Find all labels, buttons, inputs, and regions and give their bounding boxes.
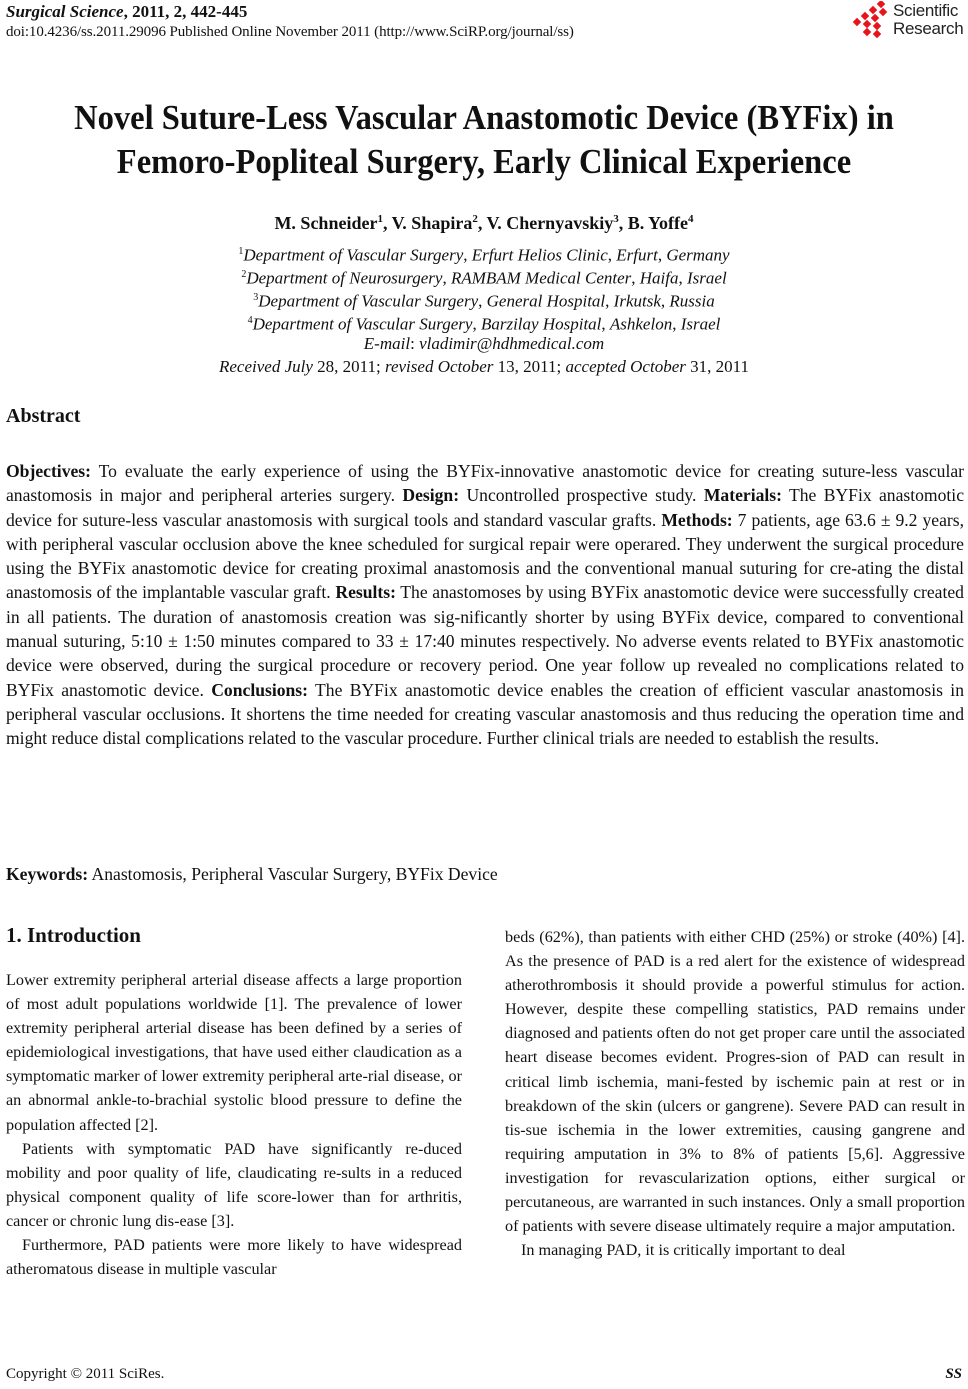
affiliation-country: Israel [680, 314, 721, 334]
affiliation-dept: Department of Vascular Surgery [243, 245, 464, 265]
title-line-1: Novel Suture-Less Vascular Anastomotic Device (BYFix) in [74, 98, 894, 137]
design-label: Design: [402, 485, 460, 506]
objectives-text: To evaluate the early experience of using the BYFix-innovative anastomotic device for creating suture-less vascular anastomosis in major and peripheral arteries surgery. [6, 461, 964, 506]
affiliation-country: Israel [687, 268, 727, 288]
affiliation-city: Haifa [639, 268, 679, 288]
accepted-date: 31, 2011 [685, 357, 749, 376]
accepted-label: accepted October [565, 357, 686, 376]
affiliation-dept: Department of Neurosurgery [246, 268, 443, 288]
author-list [0, 213, 968, 234]
logo-text-scientific: Scientific [893, 1, 959, 20]
revised-date: 13, 2011; [493, 357, 566, 376]
scientific-research-logo [848, 0, 968, 44]
body-column-left [6, 968, 462, 1281]
affiliation-marker: 3 [253, 292, 259, 303]
affiliation-country: Germany [666, 245, 730, 265]
copyright-notice: Copyright © 2011 SciRes. [6, 1366, 165, 1382]
paper-title [34, 96, 934, 184]
email-line: E-mail: vladimir@hdhmedical.com [363, 334, 605, 353]
objectives-label: Objectives: [6, 461, 92, 481]
materials-label: Materials: [703, 485, 782, 506]
journal-citation [6, 2, 247, 22]
keywords-label: Keywords: [6, 864, 89, 884]
conclusions-text: The BYFix anastomotic device enables the creation of efficient vascular anastomosis in peripheral vascular occlusions. It shortens the time needed for creating vascular anastomosis and thus reducing the operation time and might reduce distal complications related to the vascular procedure. Further clinical trials are needed to establish the results. [6, 679, 964, 749]
abstract-body [6, 459, 964, 751]
author-affiliation-marker: 4 [688, 213, 694, 225]
journal-issue: , 2011, 2, 442-445 [123, 2, 248, 21]
results-label: Results: [335, 582, 396, 603]
email-address[interactable]: vladimir@hdhmedical.com [419, 334, 605, 353]
conclusions-label: Conclusions: [211, 679, 309, 700]
affiliation-dept: Department of Vascular Surgery [258, 291, 479, 311]
author-separator: , [618, 213, 628, 233]
email-label: E-mail [363, 334, 411, 353]
logo-text-research: Research [893, 19, 964, 38]
journal-name: Surgical Science [6, 2, 124, 21]
affiliation-institution: RAMBAM Medical Center [450, 268, 632, 288]
author-affiliation-marker: 1 [377, 213, 383, 225]
paragraph: Lower extremity peripheral arterial disease affects a large proportion of most adult populations worldwide [1]. The prevalence of lower extremity peripheral arterial disease has been defined by a series of epidemiological investigations, that have used either claudication as a symptomatic marker of lower extremity peripheral arte-rial disease, or an abnormal ankle-to-brachial systolic blood pressure to define the population affected [2]. [6, 971, 462, 1134]
keywords-value: Anastomosis, Peripheral Vascular Surgery, BYFix Device [88, 864, 498, 884]
title-line-2: Femoro-Popliteal Surgery, Early Clinical Experience [116, 142, 852, 181]
affiliation-city: Erfurt [616, 245, 658, 265]
author-name: V. Shapira [391, 213, 473, 233]
affiliation-marker: 4 [247, 315, 253, 326]
received-date: 28, 2011; [312, 357, 385, 376]
journal-abbreviation: SS [945, 1366, 962, 1382]
affiliation-dept: Department of Vascular Surgery [252, 314, 473, 334]
body-column-right [505, 925, 965, 1262]
red-diamond-cluster-icon [848, 1, 892, 41]
author-name: M. Schneider [274, 213, 378, 233]
affiliation-institution: General Hospital [486, 291, 606, 311]
dates-line [0, 357, 968, 377]
methods-label: Methods: [661, 509, 733, 530]
paragraph: Patients with symptomatic PAD have significantly re-duced mobility and poor quality of life, claudicating re-sults in a reduced physical component quality of life score-lower than for arthritis, cancer or chronic lung dis-ease [3]. [6, 1139, 462, 1230]
design-text: Uncontrolled prospective study. [459, 485, 704, 506]
affiliation: $^3$Department of Vascular Surgery, General Hospital, Irkutsk, Russia [253, 291, 715, 311]
author-affiliation-marker: 2 [472, 213, 478, 225]
doi-line: doi:10.4236/ss.2011.29096 Published Online November 2011 (http://www.SciRP.org/journal/ss) [6, 24, 574, 40]
affiliation-institution: Barzilay Hospital [480, 314, 602, 334]
revised-label: revised October [384, 357, 494, 376]
affiliation-city: Ashkelon [609, 314, 673, 334]
affiliation-country: Russia [669, 291, 715, 311]
affiliation: $^2$Department of Neurosurgery, RAMBAM Medical Center, Haifa, Israel [241, 268, 727, 288]
author-separator: , [477, 213, 487, 233]
affiliation-marker: 1 [238, 246, 244, 257]
affiliation-city: Irkutsk [613, 291, 661, 311]
paragraph: Furthermore, PAD patients were more likely to have widespread atheromatous disease in multiple vascular [6, 1236, 462, 1279]
paragraph: In managing PAD, it is critically important to deal [521, 1241, 846, 1260]
affiliation: $^4$Department of Vascular Surgery, Barzilay Hospital, Ashkelon, Israel [247, 314, 721, 334]
received-label: Received July [218, 357, 313, 376]
author-separator: , [382, 213, 392, 233]
paragraph: beds (62%), than patients with either CHD (25%) or stroke (40%) [4]. As the presence of PAD is a red alert for the existence of widespread atherothrombosis it should provide a powerful stimulus for action. However, despite these compelling statistics, PAD remains under diagnosed and patients often do not get proper care until the associated heart disease becomes evident. Progres-sion of PAD can result in critical limb ischemia, mani-fested by ischemic pain at rest or in breakdown of the skin (ulcers or gangrene). Severe PAD can result in tis-sue ischemia in the lower extremities, causing gangrene and requiring amputation in 3% to 8% of patients [5,6]. Aggressive investigation for revascularization options, either surgical or percutaneous, are warranted in such instances. Only a small proportion of patients with severe disease ultimately require a major amputation. [505, 928, 965, 1236]
affiliation-institution: Erfurt Helios Clinic [471, 245, 608, 265]
results-text: The anastomoses by using BYFix anastomotic device were successfully created in all patients. The duration of anastomosis creation was sig-nificantly shorter by using BYFix device, compared to conventional manual suturing, 5:10 ± 1:50 minutes compared to 33 ± 17:40 minutes respectively. No adverse events related to BYFix anastomotic device were observed, during the surgical procedure or recovery period. One year follow up revealed no complications related to BYFix anastomotic device. [6, 582, 964, 700]
author-name: V. Chernyavskiy [486, 213, 614, 233]
author-name: B. Yoffe [627, 213, 689, 233]
materials-text: The BYFix anastomotic device for suture-less vascular anastomosis with surgical tools and standard vascular grafts. [6, 485, 964, 530]
keywords [6, 864, 964, 885]
affiliation-marker: 2 [241, 269, 247, 280]
section-heading-introduction: 1. Introduction [6, 923, 141, 947]
abstract-heading: Abstract [6, 405, 81, 427]
author-affiliation-marker: 3 [613, 213, 619, 225]
affiliation: $^1$Department of Vascular Surgery, Erfurt Helios Clinic, Erfurt, Germany [238, 245, 730, 265]
methods-text: 7 patients, age 63.6 ± 9.2 years, with peripheral vascular occlusion above the knee scheduled for surgical repair were operared. They underwent the surgical procedure using the BYFix anastomotic device for creating proximal anastomosis and the conventional manual suturing for cre-ating the distal anastomosis of the implantable vascular graft. [6, 509, 964, 603]
